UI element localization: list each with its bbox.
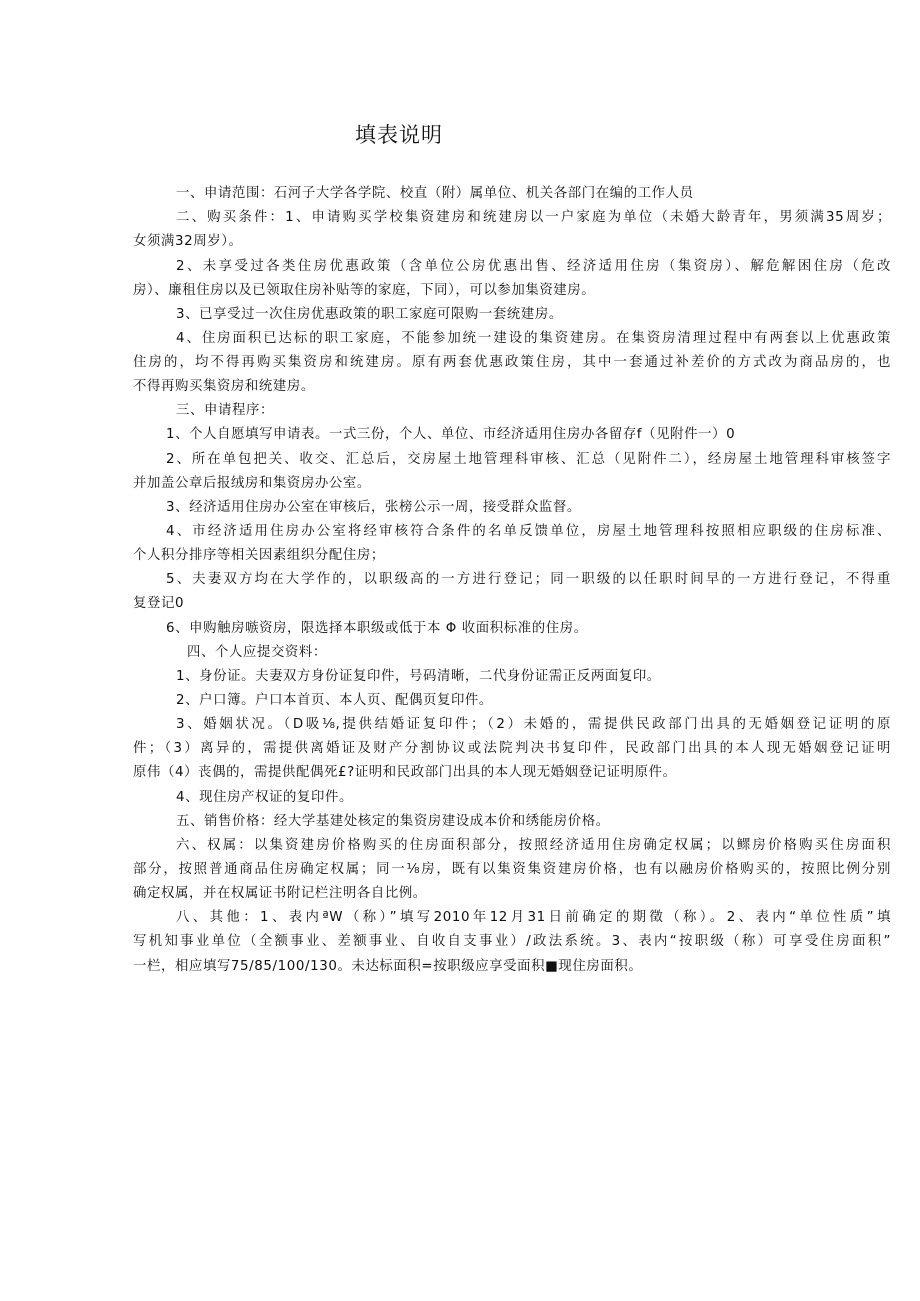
paragraph-line: 4、住房面积已达标的职工家庭，不能参加统一建设的集资建房。在集资房清理过程中有两套以上优惠政策 — [176, 331, 891, 346]
page-title: 填表说明 — [355, 123, 443, 147]
paragraph-line: 原伟（4）丧偶的，需提供配偶死£?证明和民政部门出具的本人现无婚姻登记证明原件。 — [133, 765, 677, 780]
paragraph-line: 一、申请范围：石河子大学各学院、校直（附）属单位、机关各部门在编的工作人员 — [176, 186, 694, 201]
paragraph-line: 部分，按照普通商品住房确定权属；同一⅛房，既有以集资集资建房价格，也有以融房价格购买的，按照比例分别 — [133, 862, 891, 877]
paragraph-line: 6、申购触房嗾资房，限选择本职级或低于本 Φ 收面积标准的住房。 — [166, 621, 588, 636]
paragraph-line: 并加盖公章后报绒房和集资房办公室。 — [133, 476, 371, 491]
paragraph-line: 二、购买条件：1、申请购买学校集资建房和统建房以一户家庭为单位（未婚大龄青年，男须满35周岁； — [176, 210, 891, 225]
section-heading: 三、申请程序： — [176, 403, 274, 418]
paragraph-line: 5、夫妻双方均在大学作的，以职级高的一方进行登记；同一职级的以任职时间早的一方进行登记，不得重 — [166, 572, 891, 587]
paragraph-line: 复登记0 — [133, 596, 185, 611]
paragraph-line: 1、身份证。夫妻双方身份证复印件，号码清晰，二代身份证需正反两面复印。 — [176, 669, 661, 684]
paragraph-line: 不得再购买集资房和统建房。 — [133, 379, 315, 394]
paragraph-line: 3、经济适用住房办公室在审核后，张榜公示一周，接受群众监督。 — [166, 500, 581, 515]
paragraph-line: 六、权属：以集资建房价格购买的住房面积部分，按照经济适用住房确定权属；以鳏房价格购买住房面积 — [176, 838, 891, 853]
paragraph-line: 4、市经济适用住房办公室将经审核符合条件的名单反馈单位，房屋土地管理科按照相应职级的住房标准、 — [166, 524, 891, 539]
paragraph-line: 五、销售价格：经大学基建处核定的集资房建设成本价和绣能房价格。 — [176, 814, 610, 829]
paragraph-line: 件；（3）离异的，需提供离婚证及财产分割协议或法院判决书复印件，民政部门出具的本人现无婚姻登记证明 — [133, 741, 891, 756]
paragraph-line: 2、所在单包把关、收交、汇总后，交房屋土地管理科审核、汇总（见附件二），经房屋土地管理科审核签字 — [166, 452, 891, 467]
paragraph-line: 一栏，相应填写75/85/100/130。未达标面积=按职级应享受面积■现住房面积。 — [133, 959, 643, 974]
paragraph-line: 3、已享受过一次住房优惠政策的职工家庭可限购一套统建房。 — [176, 307, 563, 322]
paragraph-line: 女须满32周岁）。 — [133, 234, 243, 249]
paragraph-line: 个人积分排序等相关因素组织分配住房； — [133, 548, 385, 563]
paragraph-line: 确定权属，并在权属证书附记栏注明各自比例。 — [133, 886, 427, 901]
paragraph-line: 住房的，均不得再购买集资房和统建房。原有两套优惠政策住房，其中一套通过补差价的方式改为商品房的，也 — [133, 355, 891, 370]
section-heading: 四、个人应提交资料： — [187, 645, 327, 660]
paragraph-line: 4、现住房产权证的复印件。 — [176, 790, 354, 805]
paragraph-line: 写机知事业单位（全额事业、差额事业、自收自支事业）/政法系统。3、表内“按职级（称）可享受住房面积” — [133, 934, 891, 949]
paragraph-line: 2、户口簿。户口本首页、本人页、配偶页复印件。 — [176, 693, 493, 708]
paragraph-line: 房）、廉租住房以及已领取住房补贴等的家庭，下同），可以参加集资建房。 — [133, 283, 596, 298]
paragraph-line: 1、个人自愿填写申请表。一式三份，个人、单位、市经济适用住房办各留存f（见附件一）0 — [166, 427, 736, 442]
paragraph-line: 八、其他：1、表内ªW（称）”填写2010年12月31日前确定的期徵（称）。2、表内“单位性质”填 — [176, 910, 891, 925]
paragraph-line: 2、未享受过各类住房优惠政策（含单位公房优惠出售、经济适用住房（集资房）、解危解困住房（危改 — [176, 259, 891, 274]
paragraph-line: 3、婚姻状况。（D吸⅛,提供结婚证复印件；（2）未婚的，需提供民政部门出具的无婚姻登记证明的原 — [176, 717, 891, 732]
